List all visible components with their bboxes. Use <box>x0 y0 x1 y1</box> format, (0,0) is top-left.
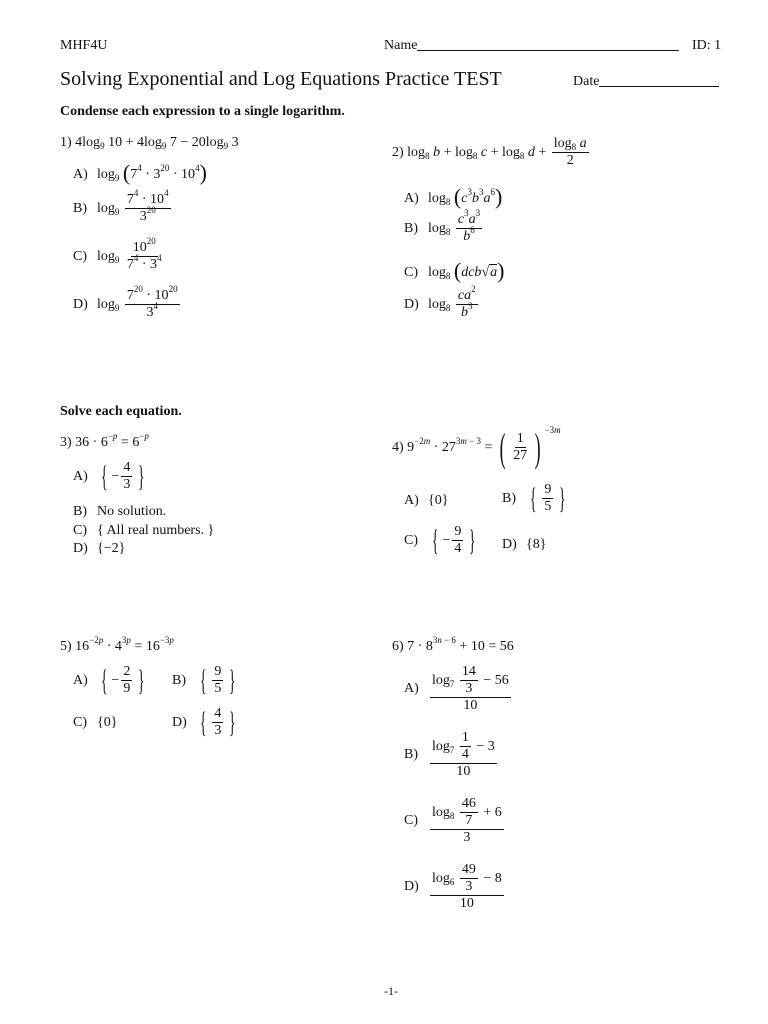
q5-option-a: A) { − $\frac{2}{9}$ } <box>73 663 145 697</box>
question-6: 6) $7 \cdot 8^{3n - 6} + 10 = 56$ <box>392 635 514 654</box>
section-instruction-condense: Condense each expression to a single logarithm. <box>60 104 345 119</box>
q3-option-c: C) { All real numbers. } <box>73 523 215 538</box>
question-3: 3) $36 \cdot 6^{-p} = 6^{-p}$ <box>60 431 149 450</box>
q6-option-b: B) $\log_7$ $\frac{1}{4}$ − 3 10 <box>404 730 495 780</box>
q4-option-a: A) {0} <box>404 493 449 508</box>
q3-option-a: A) { − $\frac{4}{3}$ } <box>73 459 145 493</box>
q2-option-c: C) $\log_8 (dcb√a)$ <box>404 258 505 283</box>
q6-option-d: D) $\log_6$ $\frac{49}{3}$ − 8 10 <box>404 862 502 912</box>
q3-option-d: D) {−2} <box>73 541 126 556</box>
question-1: 1) $4\log_9$ $10 + 4\log_9$ $7 - 20\log_9$ 3 <box>60 135 239 151</box>
q5-option-b: B) { $\frac{9}{5}$ } <box>172 663 236 697</box>
question-5: 5) $16^{-2p} \cdot 4^{3p} = 16^{-3p}$ <box>60 635 174 654</box>
question-number: 2) <box>392 144 404 160</box>
date-label: Date <box>573 74 600 89</box>
page-number: -1- <box>384 984 398 998</box>
q2-option-d: D) $\log_8$ $\frac{ca^2}{b^3}$ <box>404 284 476 321</box>
id-label: ID: 1 <box>692 38 722 53</box>
question-number: 4) <box>392 440 404 455</box>
q1-option-c: C) $\log_9$ $\frac{10^{20}}{7^4 \cdot 3^4}$ <box>73 236 162 273</box>
page-title: Solving Exponential and Log Equations Practice TEST <box>60 68 502 90</box>
date-blank <box>599 86 719 87</box>
q4-option-b: B) { $\frac{9}{5}$ } <box>502 481 566 515</box>
course-code: MHF4U <box>60 38 108 53</box>
question-number: 6) <box>392 639 404 654</box>
section-instruction-solve: Solve each equation. <box>60 404 182 419</box>
question-2: 2) $\log_8 b + \log_8 c + \log_8 d$ + $\frac{\log_8 a}{2}$ <box>392 136 587 169</box>
name-label: Name <box>384 38 418 53</box>
q4-option-c: C) { − $\frac{9}{4}$ } <box>404 523 476 557</box>
date-field <box>573 74 719 90</box>
name-blank <box>417 50 679 51</box>
q5-option-c: C) {0} <box>73 715 118 730</box>
q6-option-a: A) $\log_7$ $\frac{14}{3}$ − 56 10 <box>404 664 509 714</box>
name-field <box>384 38 679 54</box>
q6-option-c: C) $\log_8$ $\frac{46}{7}$ + 6 3 <box>404 796 502 846</box>
q2-option-b: B) $\log_8$ $\frac{c^3a^3}{b^6}$ <box>404 208 481 245</box>
q2-option-a: A) $\log_8 (c^3b^3a^6)$ <box>404 184 503 209</box>
q1-option-d: D) $\log_9$ $\frac{7^{20} \cdot 10^{20}}{3^4}$ <box>73 284 178 321</box>
question-number: 1) <box>60 135 72 150</box>
q1-option-b: B) $\log_9$ $\frac{7^4 \cdot 10^4}{3^{20}}$ <box>73 188 169 225</box>
question-4: 4) $9^{-2m} \cdot 27^{3m - 3}$ = ( $\frac{1}{27}$ ) $^{-3m}$ <box>392 424 561 470</box>
q5-option-d: D) { $\frac{4}{3}$ } <box>172 705 236 739</box>
question-number: 5) <box>60 639 72 654</box>
question-number: 3) <box>60 435 72 450</box>
q3-option-b: B) No solution. <box>73 504 167 519</box>
q4-option-d: D) {8} <box>502 537 547 552</box>
q1-option-a: A) $\log_9 (7^4 \cdot 3^{20} \cdot 10^4)$ <box>73 160 207 185</box>
